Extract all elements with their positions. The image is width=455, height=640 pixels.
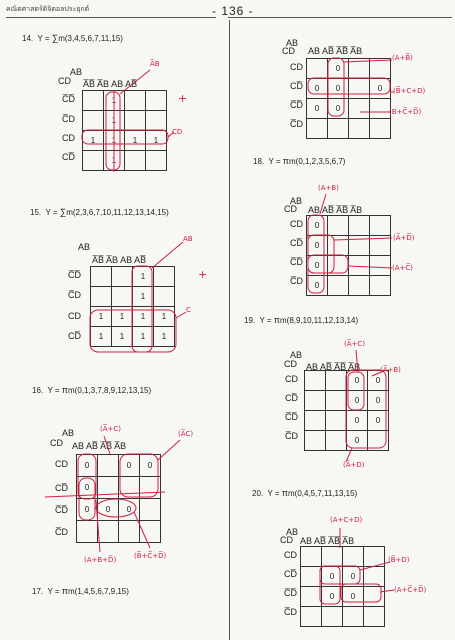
kmap-row-0: C̅D̅ <box>68 270 81 280</box>
annotation: (B̅+C+D) <box>393 87 426 95</box>
problem-lhs: Y = <box>45 208 58 217</box>
kmap-row-1: CD̅ <box>290 81 303 91</box>
kmap-col-headers <box>92 255 146 265</box>
kmap-col-0: AB <box>306 362 319 372</box>
function-symbol: π <box>281 488 288 498</box>
kmap-cell <box>349 59 370 79</box>
minterm-list: m(8,9,10,11,12,13,14) <box>279 316 359 325</box>
kmap-cell <box>146 111 167 131</box>
kmap-col-1: AB̅ <box>320 362 333 372</box>
kmap-cell: 1 <box>154 327 175 347</box>
kmap-cell <box>328 256 349 276</box>
problem-19-title <box>244 315 358 325</box>
kmap-col-0: AB <box>308 46 321 56</box>
kmap-row-1: C̅D <box>62 114 75 124</box>
kmap-row-3: C̅D <box>284 607 297 617</box>
kmap-cell <box>370 99 391 119</box>
kmap-cell <box>364 567 385 587</box>
kmap-row-3: C̅D <box>285 431 298 441</box>
annotation: (A+C̅) <box>392 264 414 272</box>
column-divider <box>229 20 230 640</box>
kmap-grid-19 <box>304 370 389 451</box>
kmap-corner-label: CD <box>284 359 297 369</box>
kmap-row-3: CD̅ <box>62 152 75 162</box>
annotation: (B̅+D) <box>388 556 410 564</box>
kmap-cell <box>322 607 343 627</box>
kmap-cell <box>98 521 119 543</box>
function-symbol: π <box>61 586 68 596</box>
kmap-row-1: CD̅ <box>55 483 68 493</box>
kmap-col-0: A̅B̅ <box>92 255 105 265</box>
problem-lhs: Y = <box>47 587 60 596</box>
problem-17-title <box>32 586 129 596</box>
kmap-grid-14 <box>82 90 167 171</box>
kmap-cell <box>140 477 161 499</box>
kmap-cell <box>83 91 104 111</box>
kmap-row-3: CD̅ <box>68 331 81 341</box>
leader-line <box>176 312 186 318</box>
kmap-cell <box>305 411 326 431</box>
function-symbol: π <box>273 315 280 325</box>
annotation: (A̅+B) <box>380 366 401 374</box>
kmap-cell: 0 <box>140 455 161 477</box>
kmap-cell <box>301 567 322 587</box>
kmap-cell: 0 <box>368 371 389 391</box>
kmap-cell <box>301 587 322 607</box>
kmap-cell: 0 <box>98 499 119 521</box>
kmap-row-3: C̅D <box>55 527 68 537</box>
kmap-grid-17 <box>306 58 391 139</box>
kmap-cell: 0 <box>328 79 349 99</box>
kmap-cell: 0 <box>368 411 389 431</box>
problem-lhs: Y = <box>259 316 272 325</box>
kmap-row-0: C̅D̅ <box>62 94 75 104</box>
problem-lhs: Y = <box>268 157 281 166</box>
kmap-col-headers <box>308 46 362 56</box>
kmap-col-3: AB̅ <box>134 255 147 265</box>
problem-16-title <box>32 385 151 395</box>
kmap-cell <box>307 119 328 139</box>
kmap-cell: 1 <box>112 327 133 347</box>
kmap-cell: 1 <box>83 131 104 151</box>
minterm-list: m(1,4,5,6,7,9,15) <box>67 587 129 596</box>
kmap-cell <box>322 547 343 567</box>
kmap-col-1: AB̅ <box>314 536 327 546</box>
kmap-cell <box>328 216 349 236</box>
kmap-cell: 0 <box>343 567 364 587</box>
annotation: C <box>186 306 191 314</box>
kmap-cell: 0 <box>307 276 328 296</box>
kmap-col-headers <box>308 205 362 215</box>
annotation: (A̅+D) <box>343 461 365 469</box>
kmap-cell <box>140 499 161 521</box>
kmap-cell: 1 <box>133 267 154 287</box>
problem-15-title <box>30 207 169 217</box>
kmap-col-3: A̅B <box>348 362 361 372</box>
kmap-cell <box>98 455 119 477</box>
kmap-col-2: A̅B̅ <box>334 362 347 372</box>
kmap-col-headers <box>300 536 354 546</box>
kmap-grid-18 <box>306 215 391 296</box>
kmap-cell: 0 <box>119 455 140 477</box>
kmap-cell <box>125 111 146 131</box>
annotation: (A+C̅+D̅) <box>394 586 427 594</box>
kmap-col-headers <box>72 441 126 451</box>
kmap-col-2: A̅B̅ <box>100 441 113 451</box>
annotation: + <box>178 92 188 105</box>
annotation: (B+C̅+D̅) <box>389 108 422 116</box>
problem-lhs: Y = <box>47 386 60 395</box>
kmap-cell <box>146 91 167 111</box>
kmap-cell: 1 <box>146 131 167 151</box>
kmap-cell: 1 <box>154 307 175 327</box>
kmap-cell: 1 <box>91 307 112 327</box>
kmap-cell <box>326 411 347 431</box>
page-number: - 136 - <box>212 4 254 18</box>
kmap-cell <box>326 391 347 411</box>
kmap-cell <box>349 216 370 236</box>
problem-number: 17. <box>32 587 44 596</box>
kmap-cell <box>112 287 133 307</box>
kmap-row-2: C̅D̅ <box>290 257 303 267</box>
kmap-col-1: AB̅ <box>322 46 335 56</box>
problem-number: 14. <box>22 34 34 43</box>
kmap-cell <box>368 431 389 451</box>
kmap-cell <box>328 236 349 256</box>
kmap-corner-label: CD <box>282 46 295 56</box>
function-symbol: π <box>61 385 68 395</box>
kmap-corner-label: AB <box>286 527 299 537</box>
kmap-grid-20 <box>300 546 385 627</box>
kmap-corner-label: AB <box>290 196 303 206</box>
kmap-cell: 0 <box>347 431 368 451</box>
function-symbol: ∑ <box>59 207 67 217</box>
kmap-row-2: CD <box>68 311 81 321</box>
kmap-cell: 0 <box>77 455 98 477</box>
kmap-cell <box>349 79 370 99</box>
kmap-cell <box>154 287 175 307</box>
annotation: AB <box>183 235 193 243</box>
kmap-col-0: AB <box>72 441 85 451</box>
course-header: คณิตศาสตร์ดิจิตอลประยุกต์ <box>6 4 216 18</box>
kmap-cell: 0 <box>307 99 328 119</box>
kmap-cell <box>91 267 112 287</box>
kmap-cell <box>119 477 140 499</box>
kmap-corner-label: AB <box>70 67 83 77</box>
kmap-col-3: A̅B <box>342 536 355 546</box>
problem-number: 15. <box>30 208 42 217</box>
kmap-corner-label: AB <box>62 428 75 438</box>
annotation: (A̅C) <box>178 430 194 438</box>
kmap-cell <box>140 521 161 543</box>
problem-14-title <box>22 33 123 43</box>
kmap-cell <box>364 587 385 607</box>
annotation: (A+B̅) <box>392 54 413 62</box>
kmap-cell: 0 <box>368 391 389 411</box>
minterm-list: m(0,1,2,3,5,6,7) <box>288 157 346 166</box>
annotation: + <box>198 268 208 281</box>
kmap-cell <box>328 276 349 296</box>
kmap-cell: 0 <box>347 411 368 431</box>
annotation: (A̅+C) <box>344 340 366 348</box>
problem-number: 16. <box>32 386 44 395</box>
kmap-cell: 0 <box>307 236 328 256</box>
annotation: (A̅+D̅) <box>393 234 415 242</box>
kmap-row-1: CD̅ <box>290 238 303 248</box>
kmap-cell: 1 <box>133 287 154 307</box>
kmap-col-3: A̅B <box>350 46 363 56</box>
minterm-list: m(0,1,3,7,8,9,12,13,15) <box>67 386 152 395</box>
minterm-list: m(3,4,5,6,7,11,15) <box>58 34 123 43</box>
kmap-cell: 0 <box>307 79 328 99</box>
kmap-row-2: C̅D̅ <box>290 100 303 110</box>
kmap-cell <box>119 521 140 543</box>
kmap-cell <box>364 607 385 627</box>
kmap-cell <box>326 431 347 451</box>
kmap-cell <box>146 151 167 171</box>
kmap-cell: 1 <box>91 327 112 347</box>
kmap-row-0: CD <box>290 219 303 229</box>
kmap-cell <box>83 111 104 131</box>
kmap-cell <box>307 59 328 79</box>
kmap-col-3: AB̅ <box>125 79 138 89</box>
kmap-cell <box>343 607 364 627</box>
kmap-cell <box>349 119 370 139</box>
kmap-cell <box>349 256 370 276</box>
kmap-corner-label: CD <box>58 76 71 86</box>
kmap-col-headers <box>83 79 137 89</box>
kmap-cell <box>349 276 370 296</box>
kmap-cell <box>125 151 146 171</box>
kmap-row-2: CD <box>62 133 75 143</box>
kmap-row-1: CD̅ <box>284 569 297 579</box>
kmap-cell <box>125 91 146 111</box>
kmap-grid-15 <box>90 266 175 347</box>
problem-lhs: Y = <box>267 489 280 498</box>
kmap-cell <box>91 287 112 307</box>
kmap-cell: 1 <box>104 111 125 131</box>
kmap-cell: 0 <box>347 391 368 411</box>
kmap-cell <box>370 236 391 256</box>
kmap-cell <box>370 119 391 139</box>
kmap-col-2: A̅B̅ <box>336 46 349 56</box>
kmap-row-1: C̅D <box>68 290 81 300</box>
kmap-row-0: CD <box>55 459 68 469</box>
kmap-row-0: CD <box>290 62 303 72</box>
kmap-corner-label: AB <box>78 242 91 252</box>
kmap-col-3: A̅B <box>350 205 363 215</box>
kmap-cell: 1 <box>125 131 146 151</box>
kmap-col-1: AB̅ <box>86 441 99 451</box>
kmap-cell: 1 <box>112 307 133 327</box>
kmap-cell <box>370 256 391 276</box>
minterm-list: m(0,4,5,7,11,13,15) <box>287 489 358 498</box>
kmap-cell: 1 <box>104 91 125 111</box>
annotation: A̅B <box>150 60 160 68</box>
kmap-row-3: C̅D <box>290 119 303 129</box>
kmap-row-1: CD̅ <box>285 393 298 403</box>
kmap-row-2: C̅D̅ <box>284 588 297 598</box>
kmap-grid-16 <box>76 454 161 543</box>
problem-number: 20. <box>252 489 264 498</box>
problem-number: 18. <box>253 157 265 166</box>
kmap-corner-label: CD <box>280 535 293 545</box>
kmap-cell <box>343 547 364 567</box>
problem-lhs: Y = <box>37 34 50 43</box>
problem-number: 19. <box>244 316 256 325</box>
annotation: (B̅+C̅+D̅) <box>134 552 167 560</box>
kmap-cell <box>349 99 370 119</box>
kmap-cell <box>370 59 391 79</box>
annotation: (A+B) <box>318 184 339 192</box>
problem-18-title <box>253 156 345 166</box>
kmap-cell: 0 <box>328 99 349 119</box>
function-symbol: π <box>282 156 289 166</box>
kmap-cell <box>364 547 385 567</box>
kmap-col-2: AB <box>120 255 133 265</box>
kmap-cell <box>328 119 349 139</box>
header-rule <box>228 17 452 18</box>
kmap-row-3: C̅D <box>290 276 303 286</box>
kmap-cell: 1 <box>104 131 125 151</box>
kmap-col-1: AB̅ <box>322 205 335 215</box>
annotation: (A̅+C) <box>100 425 122 433</box>
kmap-cell <box>305 391 326 411</box>
kmap-cell <box>305 431 326 451</box>
annotation: CD <box>172 128 183 136</box>
kmap-col-0: AB <box>300 536 313 546</box>
kmap-col-1: A̅B <box>97 79 110 89</box>
kmap-col-3: A̅B <box>114 441 127 451</box>
kmap-cell: 0 <box>307 256 328 276</box>
kmap-cell <box>154 267 175 287</box>
kmap-cell: 1 <box>104 151 125 171</box>
kmap-cell <box>370 276 391 296</box>
kmap-col-2: A̅B̅ <box>336 205 349 215</box>
kmap-cell <box>112 267 133 287</box>
kmap-cell <box>349 236 370 256</box>
kmap-corner-label: CD <box>50 438 63 448</box>
kmap-corner-label: AB <box>286 38 299 48</box>
annotation: (A+B+D̅) <box>84 556 117 564</box>
kmap-cell: 0 <box>307 216 328 236</box>
kmap-cell: 0 <box>328 59 349 79</box>
kmap-cell <box>77 521 98 543</box>
kmap-col-2: A̅B̅ <box>328 536 341 546</box>
kmap-col-0: A̅B̅ <box>83 79 96 89</box>
kmap-cell: 0 <box>77 477 98 499</box>
leader-line <box>158 440 180 460</box>
kmap-row-0: CD <box>284 550 297 560</box>
kmap-corner-label: AB <box>290 350 303 360</box>
kmap-cell <box>98 477 119 499</box>
kmap-cell <box>305 371 326 391</box>
kmap-col-2: AB <box>111 79 124 89</box>
kmap-cell: 0 <box>347 371 368 391</box>
kmap-row-2: C̅D̅ <box>285 412 298 422</box>
annotation: (A+C+D) <box>330 516 363 524</box>
kmap-row-2: C̅D̅ <box>55 505 68 515</box>
kmap-cell: 0 <box>322 567 343 587</box>
kmap-cell <box>301 607 322 627</box>
minterm-list: m(2,3,6,7,10,11,12,13,14,15) <box>66 208 169 217</box>
kmap-corner-label: CD <box>284 204 297 214</box>
kmap-col-0: AB <box>308 205 321 215</box>
kmap-cell: 1 <box>133 327 154 347</box>
kmap-cell: 0 <box>370 79 391 99</box>
function-symbol: ∑ <box>51 33 59 43</box>
kmap-cell: 0 <box>322 587 343 607</box>
kmap-cell: 0 <box>343 587 364 607</box>
kmap-row-0: CD <box>285 374 298 384</box>
kmap-cell <box>301 547 322 567</box>
kmap-cell: 1 <box>133 307 154 327</box>
kmap-cell: 0 <box>119 499 140 521</box>
kmap-cell <box>370 216 391 236</box>
kmap-col-1: A̅B <box>106 255 119 265</box>
kmap-cell <box>326 371 347 391</box>
kmap-cell <box>83 151 104 171</box>
kmap-cell: 0 <box>77 499 98 521</box>
leader-line <box>152 242 183 268</box>
problem-20-title <box>252 488 357 498</box>
